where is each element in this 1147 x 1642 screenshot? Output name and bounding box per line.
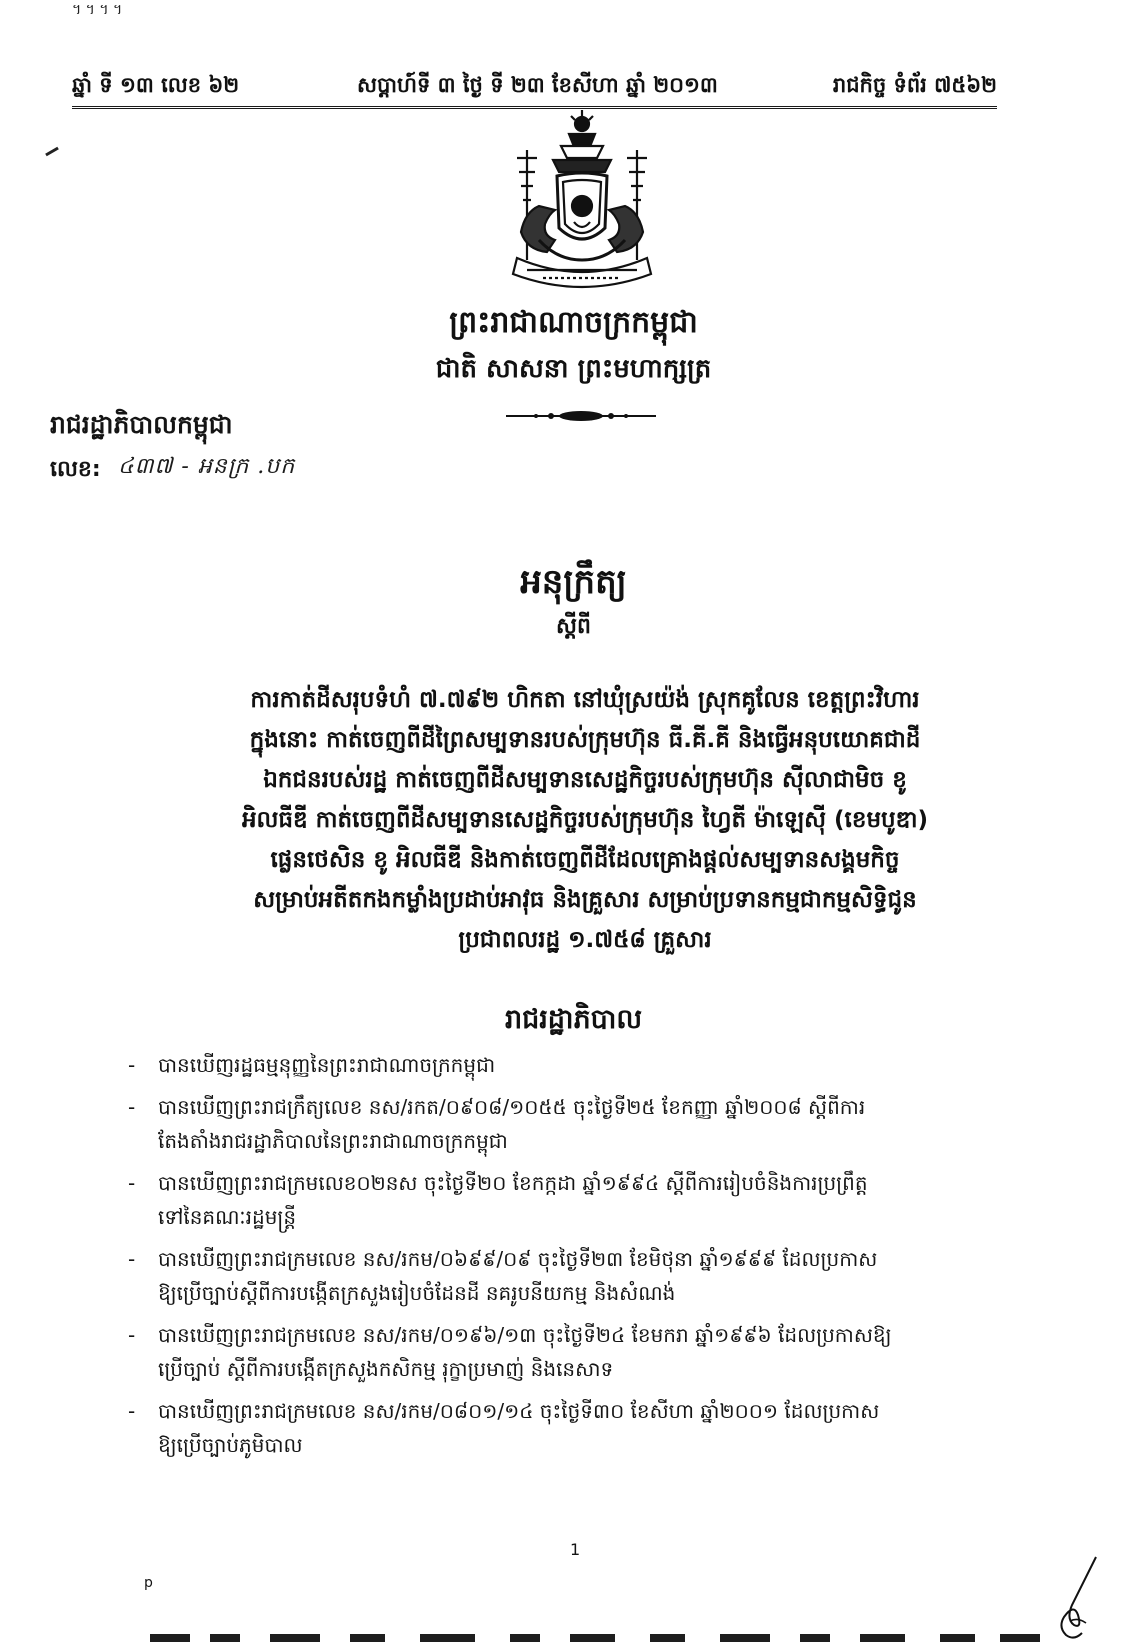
recital-item [128, 1166, 1078, 1234]
scan-artifact [45, 147, 59, 157]
scan-bottom-edge [150, 1634, 1050, 1642]
kingdom-title: ព្រះរាជាណាចក្រកម្ពុជា [449, 305, 698, 340]
ornament-divider-icon [506, 408, 656, 424]
bullet-dash: - [128, 1247, 136, 1271]
title-line: ផ្លេនថេសិន ខូ អិលធីឌី និងកាត់ចេញពីដីដែលគ្រោងផ្តល់សម្បទានសង្គមកិច្ច [270, 847, 900, 873]
recital-item [128, 1394, 1078, 1462]
recital-line: បានឃើញព្រះរាជក្រមលេខ នស/រកម/០៨០១/១៤ ចុះថ្ងៃទី៣០ ខែសីហា ឆ្នាំ២០០១ ដែលប្រកាស [158, 1399, 880, 1423]
national-motto: ជាតិ សាសនា ព្រះមហាក្សត្រ [435, 354, 712, 384]
handwritten-signature-icon [1052, 1555, 1102, 1642]
recital-item [128, 1242, 1078, 1310]
gazette-header [72, 66, 997, 109]
decree-title [150, 680, 1020, 960]
recital-line: បានឃើញរដ្ឋធម្មនុញ្ញនៃព្រះរាជាណាចក្រកម្ពុជា [158, 1053, 496, 1077]
scan-top-mark: ។ ។ ។ ។ [72, 2, 123, 18]
gazette-date: សប្តាហ៍ទី ៣ ថ្ងៃ ទី ២៣ ខែសីហា ឆ្នាំ ២០១៣ [357, 73, 718, 97]
royal-coat-of-arms-emblem-icon [487, 110, 677, 300]
body-heading: រាជរដ្ឋាភិបាល [504, 1004, 643, 1035]
title-line: អិលធីឌី កាត់ចេញពីដីសម្បទានសេដ្ឋកិច្ចរបស់ក្រុមហ៊ុន ហ្វៃតី ម៉ាឡេស៊ី (ខេមបូឌា) [241, 807, 929, 833]
recital-line: ប្រើច្បាប់ ស្តីពីការបង្កើតក្រសួងកសិកម្ម រុក្ខាប្រមាញ់ និងនេសាទ [158, 1357, 614, 1381]
bullet-dash: - [128, 1399, 136, 1423]
page-number: 1 [570, 1540, 581, 1559]
recital-line: បានឃើញព្រះរាជក្រឹត្យលេខ នស/រកត/០៩០៨/១០៥៥ ចុះថ្ងៃទី២៥ ខែកញ្ញា ឆ្នាំ២០០៨ ស្តីពីការ [158, 1095, 866, 1119]
title-line: ក្នុងនោះ កាត់ចេញពីដីព្រៃសម្បទានរបស់ក្រុមហ៊ុន ធី.គី.គី និងធ្វើអនុបយោគជាដី [249, 727, 921, 753]
reference-number: ៤៣៧ - អនក្រ .បក [118, 454, 296, 479]
title-line: ប្រជាពលរដ្ឋ ១.៧៥៨ គ្រួសារ [458, 927, 712, 953]
gazette-year-issue: ឆ្នាំ ទី ១៣ លេខ ៦២ [72, 73, 240, 97]
recital-item [128, 1048, 1078, 1082]
recital-item [128, 1090, 1078, 1158]
recital-line: ឱ្យប្រើច្បាប់ស្តីពីការបង្កើតក្រសួងរៀបចំដែនដី នគរូបនីយកម្ម និងសំណង់ [158, 1281, 676, 1305]
document-about: ស្តីពី [556, 614, 591, 639]
bullet-dash: - [128, 1323, 136, 1347]
recital-line: ទៅនៃគណៈរដ្ឋមន្ត្រី [158, 1205, 297, 1229]
recital-line: បានឃើញព្រះរាជក្រមលេខ នស/រកម/០១៩៦/១៣ ចុះថ្ងៃទី២៤ ខែមករា ឆ្នាំ១៩៩៦ ដែលប្រកាសឱ្យ [158, 1323, 892, 1347]
issuer-name: រាជរដ្ឋាភិបាលកម្ពុជា [50, 410, 233, 439]
recital-line: បានឃើញព្រះរាជក្រមលេខ០២នស ចុះថ្ងៃទី២០ ខែកក្កដា ឆ្នាំ១៩៩៤ ស្តីពីការរៀបចំនិងការប្រព្រឹត្ត [158, 1171, 868, 1195]
title-line: ឯកជនរបស់រដ្ឋ កាត់ចេញពីដីសម្បទានសេដ្ឋកិច្ចរបស់ក្រុមហ៊ុន ស៊ីលាជាមិច ខូ [263, 767, 907, 793]
title-line: សម្រាប់អតីតកងកម្លាំងប្រដាប់អាវុធ និងគ្រួសារ សម្រាប់ប្រទានកម្មជាកម្មសិទ្ធិជូន [253, 887, 917, 913]
margin-mark: p [144, 1575, 153, 1591]
recital-line: ឱ្យប្រើច្បាប់ភូមិបាល [158, 1433, 303, 1457]
recital-item [128, 1318, 1078, 1386]
gazette-page-ref: រាជកិច្ច ទំព័រ ៧៥៦២ [832, 73, 997, 97]
document-type: អនុក្រឹត្យ [520, 562, 627, 602]
recitals-list [128, 1048, 1078, 1470]
title-line: ការកាត់ដីសរុបទំហំ ៧.៧៩២ ហិកតា នៅឃុំស្រយ៉ង់ ស្រុកគូលែន ខេត្តព្រះវិហារ [250, 687, 920, 713]
recital-line: បានឃើញព្រះរាជក្រមលេខ នស/រកម/០៦៩៩/០៩ ចុះថ្ងៃទី២៣ ខែមិថុនា ឆ្នាំ១៩៩៩ ដែលប្រកាស [158, 1247, 878, 1271]
bullet-dash: - [128, 1053, 136, 1077]
bullet-dash: - [128, 1095, 136, 1119]
bullet-dash: - [128, 1171, 136, 1195]
recital-line: តែងតាំងរាជរដ្ឋាភិបាលនៃព្រះរាជាណាចក្រកម្ពុជា [158, 1129, 508, 1153]
reference-label: លេខ: [50, 457, 101, 482]
